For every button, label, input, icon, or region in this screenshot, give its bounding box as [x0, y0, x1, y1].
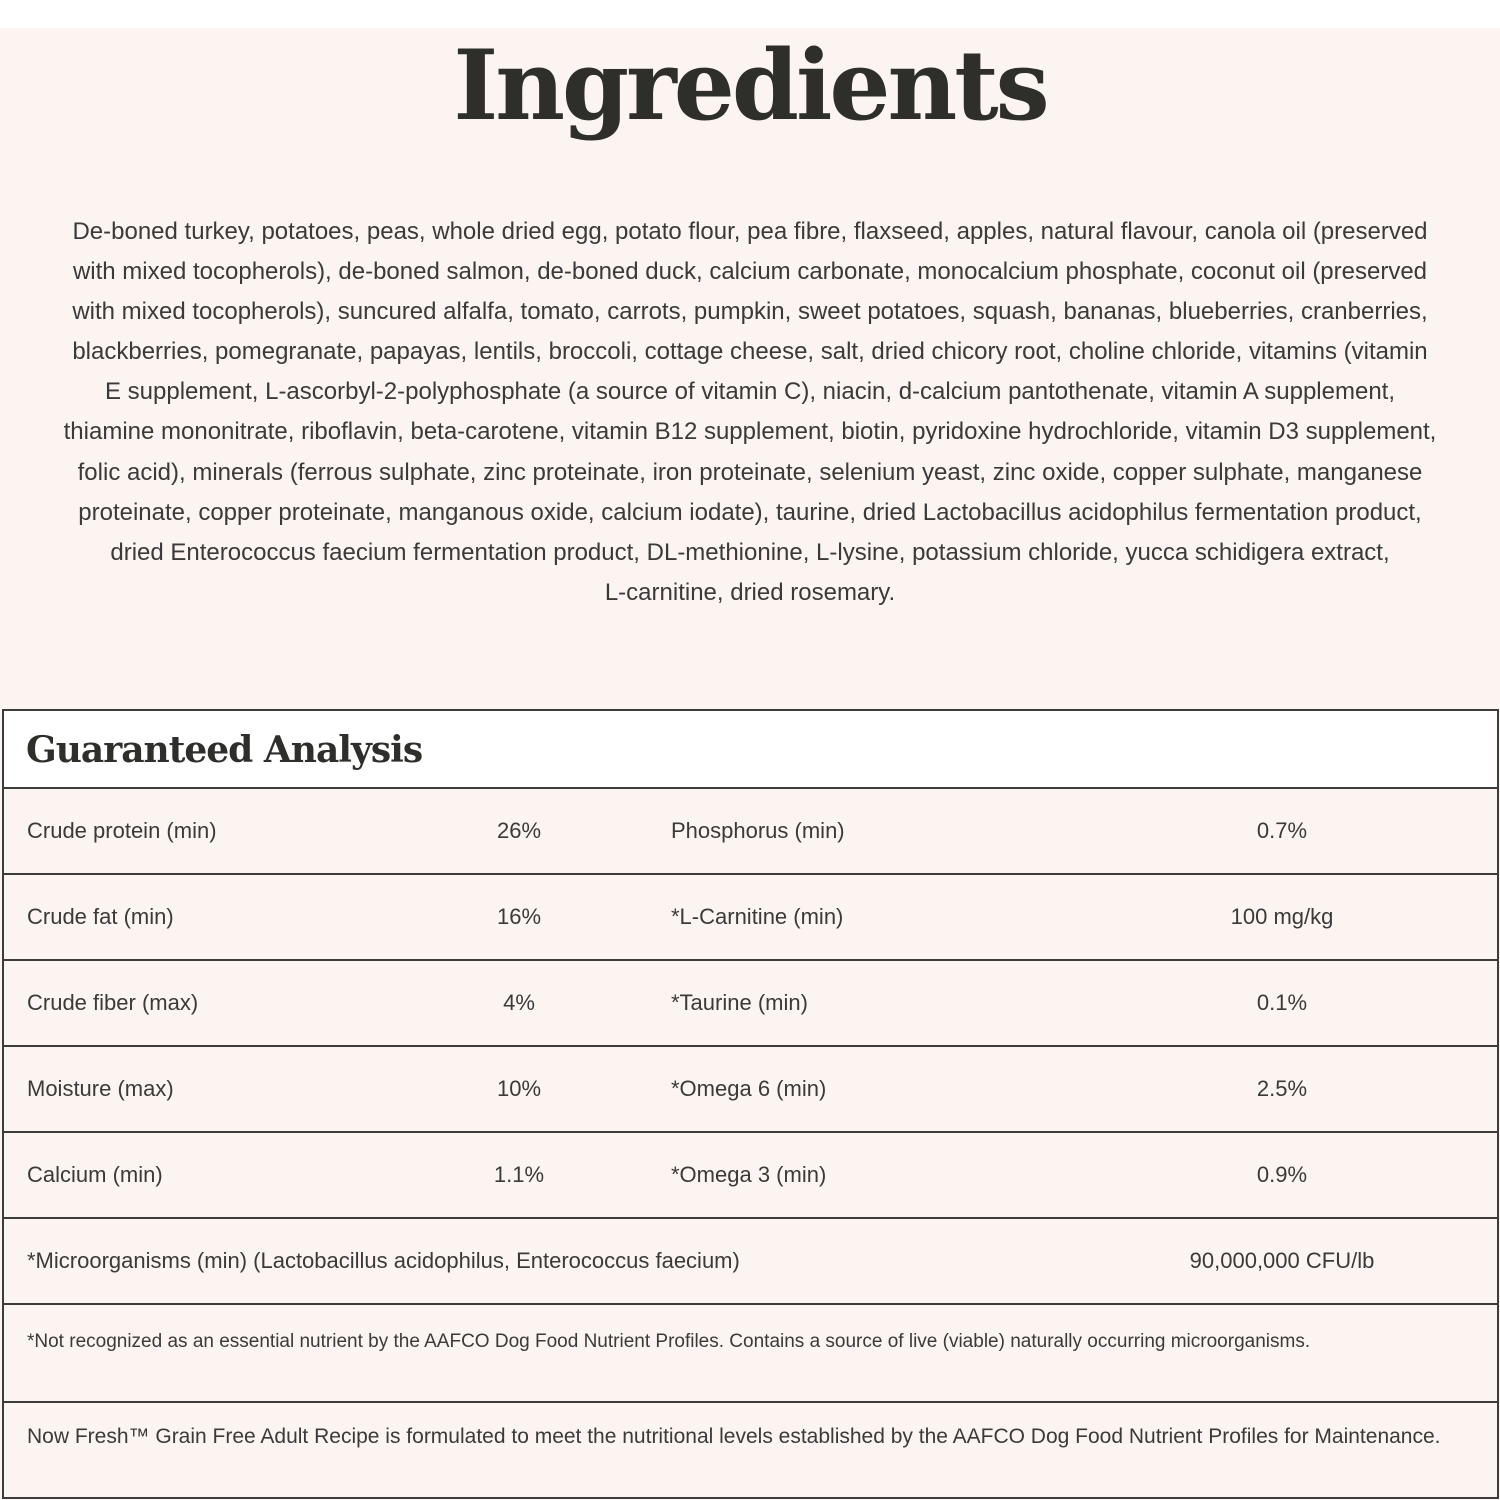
- nutrient-value: 0.7%: [1256, 818, 1308, 843]
- nutrient-name: Crude fiber (max): [27, 990, 199, 1015]
- nutrient-name: Crude fat (min): [27, 904, 174, 929]
- ingredients-title: Ingredients: [453, 29, 1047, 142]
- analysis-row: [4, 961, 1497, 1047]
- analysis-row: [4, 875, 1497, 961]
- nutrient-name: Calcium (min): [27, 1162, 163, 1187]
- nutrient-name: *L-Carnitine (min): [671, 904, 844, 929]
- nutrient-value: 4%: [503, 990, 535, 1015]
- nutrient-name: *Taurine (min): [671, 990, 808, 1015]
- ingredients-panel: [0, 28, 1500, 1500]
- ingredients-line: folic acid), minerals (ferrous sulphate, zinc proteinate, iron proteinate, selenium yeast, zinc oxide, copper sulphate, manganese: [77, 458, 1423, 486]
- nutrient-value: 90,000,000 CFU/lb: [1189, 1248, 1375, 1273]
- guaranteed-analysis-table: [2, 709, 1499, 1499]
- nutrient-name: *Microorganisms (min) (Lactobacillus acidophilus, Enterococcus faecium): [27, 1248, 740, 1273]
- ingredients-line: proteinate, copper proteinate, manganous oxide, calcium iodate), taurine, dried Lactobacillus acidophilus fermentation product,: [78, 498, 1422, 526]
- analysis-row: [4, 789, 1497, 875]
- nutrient-name: *Omega 3 (min): [671, 1162, 827, 1187]
- ingredients-line: blackberries, pomegranate, papayas, lentils, broccoli, cottage cheese, salt, dried chicory root, choline chloride, vitamins (vitamin: [72, 338, 1428, 366]
- ingredients-line: De-boned turkey, potatoes, peas, whole dried egg, potato flour, pea fibre, flaxseed, apples, natural flavour, canola oil (preserved: [72, 218, 1428, 245]
- aafco-statement: Now Fresh™ Grain Free Adult Recipe is formulated to meet the nutritional levels established by the AAFCO Dog Food Nutrient Profiles for Maintenance.: [27, 1425, 1441, 1448]
- nutrient-name: Moisture (max): [27, 1076, 174, 1101]
- nutrient-value: 26%: [496, 818, 542, 843]
- ingredients-list: [0, 212, 1500, 613]
- nutrient-value: 0.9%: [1256, 1162, 1308, 1187]
- nutrient-value: 1.1%: [493, 1162, 545, 1187]
- nutrient-name: *Omega 6 (min): [671, 1076, 827, 1101]
- ingredients-line: dried Enterococcus faecium fermentation product, DL-methionine, L-lysine, potassium chloride, yucca schidigera extract,: [110, 538, 1390, 566]
- ingredients-line: with mixed tocopherols), de-boned salmon, de-boned duck, calcium carbonate, monocalcium phosphate, coconut oil (preserved: [72, 258, 1428, 286]
- footnote-row: [4, 1305, 1497, 1403]
- ingredients-line: L-carnitine, dried rosemary.: [604, 578, 896, 606]
- analysis-row-microorganisms: [4, 1219, 1497, 1305]
- statement-row: [4, 1403, 1497, 1497]
- analysis-title: Guaranteed Analysis: [26, 729, 423, 771]
- nutrient-name: Crude protein (min): [27, 818, 217, 843]
- ingredients-line: with mixed tocopherols), suncured alfalfa, tomato, carrots, pumpkin, sweet potatoes, squash, bananas, blueberries, cranberries,: [72, 298, 1428, 326]
- nutrient-value: 100 mg/kg: [1230, 904, 1334, 929]
- ingredients-line: thiamine mononitrate, riboflavin, beta-carotene, vitamin B12 supplement, biotin, pyridoxine hydrochloride, vitamin D3 supplement,: [63, 418, 1437, 446]
- nutrient-value: 16%: [496, 904, 542, 929]
- ingredients-line: E supplement, L-ascorbyl-2-polyphosphate (a source of vitamin C), niacin, d-calcium pantothenate, vitamin A supplement,: [105, 378, 1395, 406]
- analysis-row: [4, 1133, 1497, 1219]
- top-strip: [0, 0, 1500, 28]
- nutrient-value: 10%: [496, 1076, 542, 1101]
- nutrient-name: Phosphorus (min): [671, 818, 845, 843]
- analysis-row: [4, 1047, 1497, 1133]
- nutrient-value: 0.1%: [1256, 990, 1308, 1015]
- nutrient-value: 2.5%: [1256, 1076, 1308, 1101]
- analysis-header: [4, 711, 1497, 789]
- footnote-text: *Not recognized as an essential nutrient by the AAFCO Dog Food Nutrient Profiles. Contains a source of live (viable) naturally occurring microorganisms.: [27, 1331, 1311, 1352]
